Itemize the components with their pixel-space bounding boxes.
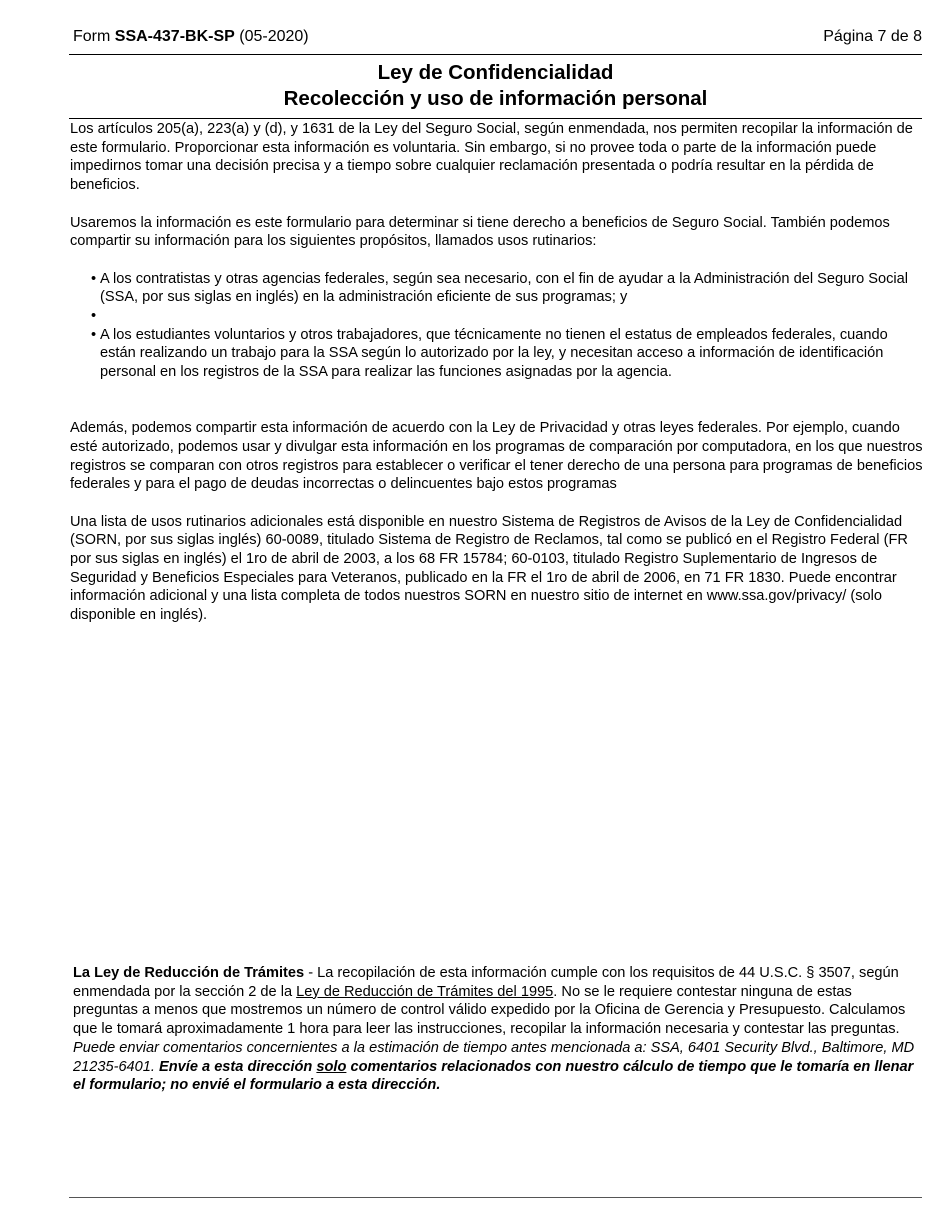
only-emphasis: solo <box>316 1058 347 1075</box>
footer-divider <box>69 1197 922 1198</box>
section-title <box>69 60 922 112</box>
paperwork-paragraph: La Ley de Reducción de Trámites - La recopilación de esta información cumple con los requisitos de 44 U.S.C. § 3507, según enmendada por la sección 2 de la Ley de Reducción de Trámites del 1995. No se le requiere contestar ninguna de estas preguntas a menos que mostremos un número de control válido expedido por la Oficina de Gerencia y Presupuesto. Calculamos que le tomará aproximadamente 1 hora para leer las instrucciones, recopilar la información necesaria y contestar las preguntas. Puede enviar comentarios concernientes a la estimación de tiempo antes mencionada a: SSA, 6401 Security Blvd., Baltimore, MD 21235-6401. Envíe a esta dirección solo comentarios relacionados con nuestro cálculo de tiempo que le tomaría en llenar el formulario; no envié el formulario a esta dirección. <box>73 965 915 1094</box>
form-date: (05-2020) <box>234 28 309 45</box>
mailing-address-note: Puede enviar comentarios concernientes a la estimación de tiempo antes mencionada a: SSA, 6401 Security Blvd., Baltimore, MD 21235-6401. <box>73 1039 915 1075</box>
privacy-paragraph-3: Además, podemos compartir esta información de acuerdo con la Ley de Privacidad y otras leyes federales. Por ejemplo, cuando esté autorizado, podemos usar y divulgar esta información en los programas de comparación por computadora, en los que nuestros registros se comparan con otros registros para establecer o verificar el tener derecho de una persona para programas de beneficios federales y para el pago de deudas incorrectas o delincuentes bajo estos programas <box>70 420 923 493</box>
act-name: Ley de Reducción de Trámites del 1995 <box>296 983 554 1000</box>
list-item: • A los contratistas y otras agencias federales, según sea necesario, con el fin de ayudar a la Administración del Seguro Social (SSA, por sus siglas en inglés) en la administración eficiente de sus programas; y <box>91 270 926 307</box>
form-identifier: Form SSA-437-BK-SP (05-2020) <box>73 28 309 45</box>
page-number: Página 7 de 8 <box>823 28 922 45</box>
paperwork-reduction-act-notice <box>73 964 918 1095</box>
routine-uses-list <box>70 270 926 382</box>
title-line-1: Ley de Confidencialidad <box>377 61 614 84</box>
privacy-paragraph-4: Una lista de usos rutinarios adicionales está disponible en nuestro Sistema de Registros de Avisos de la Ley de Confidencialidad (SORN, por sus siglas inglés) 60-0089, titulado Sistema de Registro de Reclamos, tal como se publicó en el Registro Federal (FR por sus siglas en inglés) el 1ro de abril de 2003, a los 68 FR 15784; 60-0103, titulado Registro Suplementario de Ingresos de Seguridad y Beneficios Especiales para Veteranos, publicado en la FR el 1ro de abril de 2006, en 71 FR 1830. Puede encontrar información adicional y una lista completa de todos nuestros SORN en nuestro sitio de internet en www.ssa.gov/privacy/ (solo disponible en inglés). <box>70 513 908 624</box>
page-header <box>73 28 922 50</box>
title-line-2: Recolección y uso de información personal <box>283 87 708 110</box>
privacy-paragraph-1: Los artículos 205(a), 223(a) y (d), y 1631 de la Ley del Seguro Social, según enmendada, nos permiten recopilar la información de este formulario. Proporcionar esta información es voluntaria. Sin embargo, si no provee toda o parte de la información puede impedirnos tomar una decisión precisa y a tiempo sobre cualquier reclamación presentada o podría resultar en la pérdida de beneficios. <box>70 121 913 194</box>
paperwork-heading: La Ley de Reducción de Trámites <box>73 965 305 981</box>
title-divider <box>69 118 922 119</box>
list-item: • A los estudiantes voluntarios y otros trabajadores, que técnicamente no tienen el estatus de empleados federales, cuando están realizando un trabajo para la SSA según lo autorizado por la ley, y necesitan acceso a información de identificación personal en los registros de la SSA para realizar las funciones asignadas por la agencia. <box>91 326 926 382</box>
privacy-paragraph-2: Usaremos la información es este formulario para determinar si tiene derecho a beneficios de Seguro Social. También podemos compartir su información para los siguientes propósitos, llamados usos rutinarios: <box>70 214 890 250</box>
header-divider <box>69 54 922 55</box>
privacy-act-statement <box>70 120 926 625</box>
form-number: SSA-437-BK-SP <box>114 28 235 45</box>
